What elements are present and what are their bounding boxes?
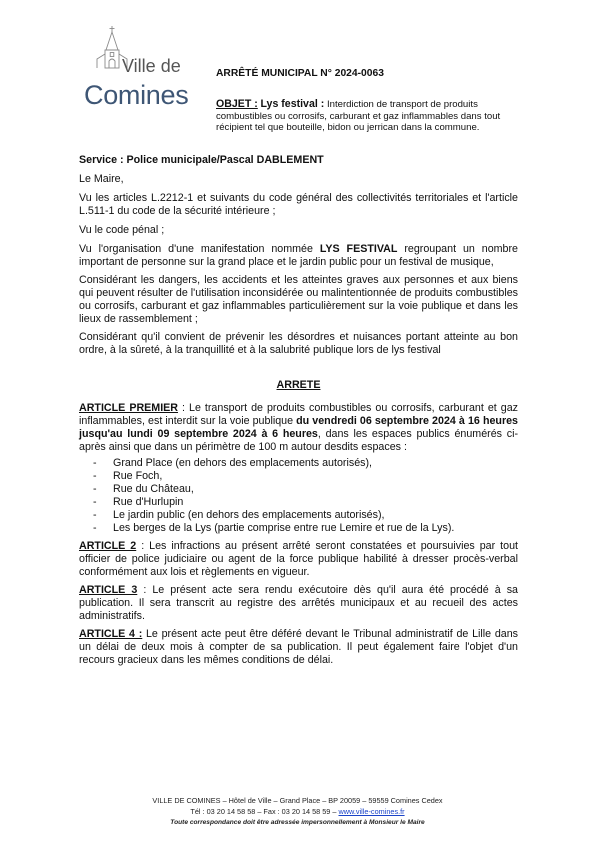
article-4-text: Le présent acte peut être déféré devant le Tribunal administratif de Lille dans un délai de deux mois à compter de sa publication. Il peut également faire l'objet d'un recours gracieux dans les mêmes conditions de délai. — [79, 628, 518, 666]
list-item: - Rue du Château, — [93, 483, 194, 495]
logo-text-comines: Comines — [84, 80, 189, 110]
page-footer — [0, 795, 595, 828]
vu-articles: Vu les articles L.2212-1 et suivants du code général des collectivités territoriales et l'article L.511-1 du code de la sécurité intérieure ; — [79, 192, 518, 217]
list-item: - Rue d'Hurlupin — [93, 496, 184, 508]
city-logo — [82, 26, 202, 110]
vu-org-text-2: regroupant un nombre important de personne sur la grand place et le jardin public pour un festival de musique, — [79, 243, 518, 268]
vu-code-penal: Vu le code pénal ; — [79, 224, 165, 236]
list-item: - Les berges de la Lys (partie comprise entre rue Lemire et rue de la Lys). — [93, 522, 455, 534]
list-item: - Le jardin public (en dehors des emplacements autorisés), — [93, 509, 385, 521]
website-link[interactable]: www.ville-comines.fr — [338, 807, 405, 816]
footer-address: VILLE DE COMINES – Hôtel de Ville – Grand Place – BP 20059 – 59559 Comines Cedex — [152, 796, 443, 805]
article-2 — [79, 540, 518, 579]
article-4 — [79, 628, 518, 667]
footer-note: Toute correspondance doit être adressée impersonnellement à Monsieur le Maire — [170, 819, 425, 826]
vu-organisation — [79, 243, 518, 269]
article-2-label: ARTICLE 2 — [79, 540, 137, 552]
article-3-label: ARTICLE 3 — [79, 584, 138, 596]
footer-contact — [0, 806, 595, 817]
vu-org-text-1: Vu l'organisation d'une manifestation nommée — [79, 243, 320, 255]
footer-phone-fax: Tél : 03 20 14 58 58 – Fax : 03 20 14 58 59 – — [190, 807, 339, 816]
article-3 — [79, 584, 518, 623]
document-body — [79, 154, 518, 667]
service-line: Service : Police municipale/Pascal DABLEMENT — [79, 154, 324, 166]
considerant-2: Considérant qu'il convient de prévenir les désordres et nuisances portant atteinte au bon ordre, à la sûreté, à la tranquillité et à la salubrité publique lors de lys festival — [79, 331, 518, 356]
article-4-label: ARTICLE 4 : — [79, 628, 143, 640]
considerant-1: Considérant les dangers, les accidents et les atteintes graves aux personnes et aux biens qui peuvent résulter de l'utilisation inconsidérée ou malintentionnée de produits combustibles ou corrosifs, carburant et gaz inflammables particulièrement sur la voie publique et dans les lieux de rassemblement ; — [79, 274, 518, 325]
list-item: - Rue Foch, — [93, 470, 163, 482]
objet-block — [216, 99, 516, 134]
event-name: LYS FESTIVAL — [319, 243, 398, 255]
article-3-text: : Le présent acte sera rendu exécutoire dès qu'il aura été procédé à sa publication. Il sera transcrit au registre des arrêtés municipaux et au recueil des actes administratifs. — [79, 584, 518, 622]
header-block — [216, 68, 516, 134]
maire-line: Le Maire, — [79, 173, 124, 185]
objet-label: OBJET : — [216, 98, 258, 110]
arrete-title: ARRETE — [276, 379, 321, 391]
places-list — [79, 457, 518, 535]
article-1-dates: du vendredi 06 septembre 2024 à 16 heures jusqu'au lundi 09 septembre 2024 à 6 heures — [79, 415, 518, 440]
article-1-label: ARTICLE PREMIER — [79, 402, 179, 414]
list-item: - Grand Place (en dehors des emplacements autorisés), — [93, 457, 373, 469]
objet-title: Lys festival : — [260, 98, 325, 110]
article-1-text-a: : Le transport de produits combustibles ou corrosifs, carburant et gaz inflammables, est interdit sur la voie publique — [79, 402, 518, 427]
objet-text: Interdiction de transport de produits combustibles ou corrosifs, carburant et gaz inflammables dans tout récipient tel que bouteille, bidon ou jerrican dans la commune. — [216, 99, 501, 133]
logo-text-ville: Ville de — [122, 56, 181, 76]
arrete-number: ARRÊTÉ MUNICIPAL N° 2024-0063 — [216, 68, 384, 79]
article-1-text-b: , dans les espaces publics énumérés ci-après ainsi que dans un périmètre de 100 m autour desdits espaces : — [79, 428, 518, 453]
article-1 — [79, 402, 518, 454]
article-2-text: : Les infractions au présent arrêté seront constatées et poursuivies par tout officier de police judiciaire ou agent de la force publique habilité à dresser procès-verbal conformément aux lois et règlements en vigueur. — [79, 540, 518, 578]
